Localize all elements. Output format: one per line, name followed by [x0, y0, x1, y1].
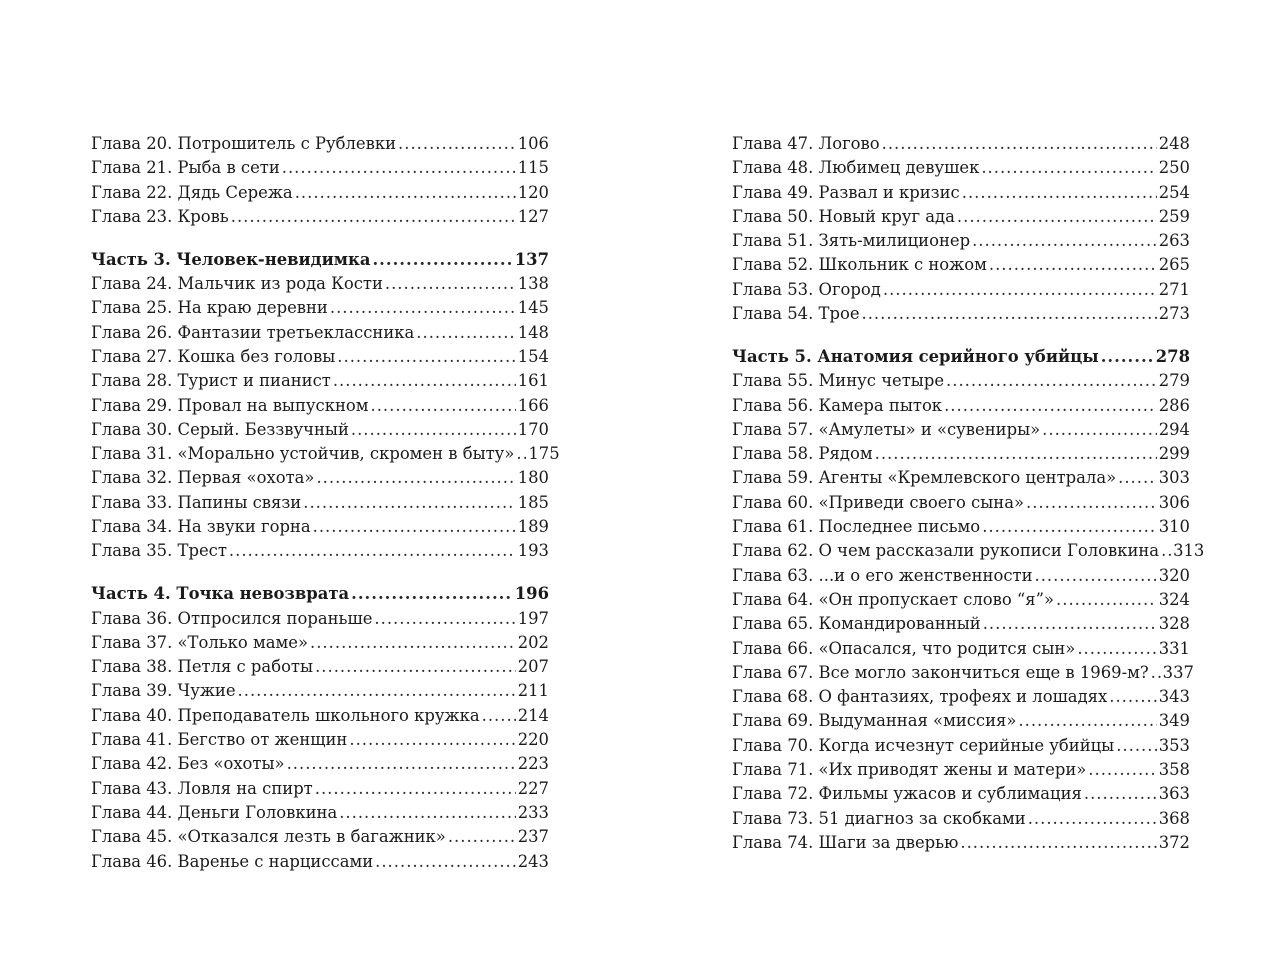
toc-entry-page-number: 294: [1158, 419, 1190, 439]
toc-part-heading: [91, 248, 549, 272]
toc-entry-title: Глава 55. Минус четыре: [732, 371, 945, 391]
toc-entry-page-number: 180: [517, 468, 549, 488]
dot-leader: [1109, 685, 1156, 709]
dot-leader: [330, 296, 516, 320]
toc-entry-page-number: 328: [1158, 614, 1190, 634]
dot-leader: [313, 515, 516, 539]
toc-entry-title: Глава 66. «Опасался, что родится сын»: [732, 638, 1076, 658]
toc-entry-page-number: 193: [517, 541, 549, 561]
toc-entry-page-number: 223: [517, 754, 549, 774]
toc-chapter-entry: [732, 612, 1190, 636]
toc-part-heading: [732, 345, 1190, 369]
toc-entry-page-number: 196: [514, 584, 549, 604]
toc-chapter-entry: [91, 181, 549, 205]
toc-entry-title: Глава 60. «Приведи своего сына»: [732, 492, 1025, 512]
dot-leader: [398, 132, 516, 156]
toc-entry-title: Глава 42. Без «охоты»: [91, 754, 285, 774]
toc-entry-title: Глава 59. Агенты «Кремлевского централа»: [732, 468, 1117, 488]
toc-chapter-entry: [732, 807, 1190, 831]
toc-chapter-entry: [732, 661, 1194, 685]
dot-leader: [957, 205, 1157, 229]
toc-entry-title: Глава 67. Все могло закончиться еще в 1969-м?: [732, 662, 1149, 682]
toc-entry-page-number: 299: [1158, 444, 1190, 464]
toc-entry-title: Глава 52. Школьник с ножом: [732, 255, 987, 275]
toc-entry-title: Глава 33. Папины связи: [91, 492, 302, 512]
toc-chapter-entry: [91, 850, 549, 874]
toc-entry-page-number: 263: [1158, 231, 1190, 251]
toc-chapter-entry: [732, 369, 1190, 393]
toc-chapter-entry: [732, 466, 1190, 490]
toc-entry-page-number: 320: [1158, 565, 1190, 585]
toc-entry-title: Глава 38. Петля с работы: [91, 657, 314, 677]
toc-entry-page-number: 154: [517, 346, 549, 366]
dot-leader: [339, 801, 515, 825]
toc-entry-page-number: 211: [517, 681, 549, 701]
dot-leader: [1161, 539, 1171, 563]
toc-entry-page-number: 185: [517, 492, 549, 512]
toc-chapter-entry: [732, 205, 1190, 229]
dot-leader: [983, 612, 1157, 636]
dot-leader: [1084, 782, 1157, 806]
toc-entry-title: Глава 46. Варенье с нарциссами: [91, 851, 374, 871]
toc-chapter-entry: [91, 345, 549, 369]
toc-entry-page-number: 278: [1155, 346, 1190, 366]
toc-entry-title: Глава 41. Бегство от женщин: [91, 730, 348, 750]
toc-right-column: [732, 132, 1205, 855]
toc-entry-title: Глава 32. Первая «охота»: [91, 468, 315, 488]
toc-entry-page-number: 227: [517, 778, 549, 798]
toc-entry-page-number: 161: [517, 371, 549, 391]
toc-entry-title: Глава 73. 51 диагноз за скобками: [732, 808, 1026, 828]
dot-leader: [372, 248, 512, 272]
toc-entry-page-number: 303: [1158, 468, 1190, 488]
toc-entry-title: Глава 64. «Он пропускает слово “я”»: [732, 589, 1055, 609]
dot-leader: [982, 515, 1157, 539]
toc-chapter-entry: [732, 758, 1190, 782]
dot-leader: [315, 777, 516, 801]
toc-entry-title: Глава 53. Огород: [732, 279, 881, 299]
dot-leader: [316, 466, 515, 490]
toc-entry-title: Глава 51. Зять-милиционер: [732, 231, 971, 251]
toc-entry-title: Глава 54. Трое: [732, 304, 860, 324]
toc-entry-page-number: 353: [1158, 735, 1190, 755]
toc-entry-page-number: 363: [1158, 784, 1190, 804]
toc-entry-page-number: 170: [517, 419, 549, 439]
toc-entry-page-number: 349: [1158, 711, 1190, 731]
toc-entry-title: Глава 50. Новый круг ада: [732, 206, 955, 226]
dot-leader: [1101, 345, 1154, 369]
toc-entry-page-number: 358: [1158, 760, 1190, 780]
dot-leader: [315, 655, 516, 679]
toc-entry-title: Часть 4. Точка невозврата: [91, 584, 350, 604]
dot-leader: [349, 728, 515, 752]
dot-leader: [516, 442, 526, 466]
dot-leader: [944, 394, 1157, 418]
toc-chapter-entry: [91, 369, 549, 393]
toc-chapter-entry: [91, 679, 549, 703]
toc-entry-page-number: 138: [517, 274, 549, 294]
toc-entry-title: Часть 5. Анатомия серийного убийцы: [732, 346, 1099, 366]
toc-chapter-entry: [732, 394, 1190, 418]
dot-leader: [1035, 564, 1157, 588]
toc-entry-page-number: 106: [517, 134, 549, 153]
toc-entry-page-number: 273: [1158, 304, 1190, 324]
dot-leader: [310, 631, 516, 655]
dot-leader: [337, 345, 515, 369]
toc-entry-title: Глава 45. «Отказался лезть в багажник»: [91, 827, 446, 847]
dot-leader: [1118, 466, 1157, 490]
toc-chapter-entry: [732, 515, 1190, 539]
dot-leader: [862, 302, 1157, 326]
dot-leader: [295, 181, 516, 205]
toc-chapter-entry: [91, 394, 549, 418]
toc-entry-page-number: 310: [1158, 517, 1190, 537]
toc-entry-page-number: 271: [1158, 279, 1190, 299]
dot-leader: [1028, 807, 1157, 831]
toc-entry-title: Глава 70. Когда исчезнут серийные убийцы: [732, 735, 1115, 755]
toc-chapter-entry: [732, 156, 1190, 180]
toc-chapter-entry: [91, 631, 549, 655]
toc-chapter-entry: [91, 655, 549, 679]
dot-leader: [946, 369, 1157, 393]
toc-chapter-entry: [732, 734, 1190, 758]
toc-chapter-entry: [732, 181, 1190, 205]
dot-leader: [374, 607, 515, 631]
toc-chapter-entry: [732, 229, 1190, 253]
dot-leader: [1116, 734, 1156, 758]
toc-chapter-entry: [91, 296, 549, 320]
dot-leader: [351, 582, 513, 606]
toc-entry-title: Глава 72. Фильмы ужасов и сублимация: [732, 784, 1082, 804]
toc-entry-title: Глава 74. Шаги за дверью: [732, 832, 959, 852]
toc-entry-page-number: 175: [528, 444, 560, 464]
toc-entry-title: Глава 65. Командированный: [732, 614, 981, 634]
toc-entry-title: Глава 29. Провал на выпускном: [91, 395, 369, 415]
toc-entry-title: Глава 36. Отпросился пораньше: [91, 608, 373, 628]
dot-leader: [882, 132, 1157, 156]
toc-entry-page-number: 120: [517, 182, 549, 202]
toc-entry-title: Глава 71. «Их приводят жены и матери»: [732, 760, 1087, 780]
toc-entry-title: Глава 49. Развал и кризис: [732, 182, 960, 202]
toc-entry-title: Глава 48. Любимец девушек: [732, 158, 980, 178]
toc-chapter-entry: [91, 777, 549, 801]
dot-leader: [981, 156, 1156, 180]
toc-chapter-entry: [732, 564, 1190, 588]
toc-entry-page-number: 189: [517, 517, 549, 537]
toc-chapter-entry: [732, 132, 1190, 156]
toc-chapter-entry: [732, 782, 1190, 806]
dot-leader: [1018, 709, 1156, 733]
dot-leader: [1026, 491, 1157, 515]
toc-chapter-entry: [732, 442, 1190, 466]
toc-chapter-entry: [91, 466, 549, 490]
toc-entry-title: Глава 20. Потрошитель с Рублевки: [91, 134, 397, 153]
toc-entry-page-number: 250: [1158, 158, 1190, 178]
toc-entry-title: Глава 68. О фантазиях, трофеях и лошадях: [732, 687, 1108, 707]
toc-entry-page-number: 207: [517, 657, 549, 677]
dot-leader: [287, 752, 516, 776]
toc-entry-page-number: 243: [517, 851, 549, 871]
toc-entry-page-number: 337: [1162, 662, 1194, 682]
toc-entry-page-number: 286: [1158, 395, 1190, 415]
toc-entry-page-number: 148: [517, 322, 549, 342]
toc-chapter-entry: [732, 709, 1190, 733]
toc-entry-page-number: 306: [1158, 492, 1190, 512]
toc-entry-page-number: 220: [517, 730, 549, 750]
toc-chapter-entry: [732, 831, 1190, 855]
toc-chapter-entry: [91, 801, 549, 825]
toc-part-heading: [91, 582, 549, 606]
toc-chapter-entry: [91, 272, 549, 296]
toc-chapter-entry: [91, 539, 549, 563]
toc-chapter-entry: [732, 637, 1190, 661]
dot-leader: [1056, 588, 1157, 612]
toc-chapter-entry: [732, 685, 1190, 709]
dot-leader: [229, 539, 516, 563]
toc-entry-title: Глава 30. Серый. Беззвучный: [91, 419, 349, 439]
toc-entry-title: Глава 58. Рядом: [732, 444, 873, 464]
toc-entry-title: Глава 27. Кошка без головы: [91, 346, 336, 366]
toc-entry-title: Глава 56. Камера пыток: [732, 395, 943, 415]
toc-entry-title: Глава 35. Трест: [91, 541, 227, 561]
toc-entry-title: Глава 47. Логово: [732, 134, 880, 153]
dot-leader: [875, 442, 1157, 466]
dot-leader: [1151, 661, 1161, 685]
toc-entry-title: Глава 40. Преподаватель школьного кружка: [91, 705, 480, 725]
dot-leader: [371, 394, 516, 418]
dot-leader: [333, 369, 516, 393]
toc-entry-page-number: 368: [1158, 808, 1190, 828]
toc-entry-title: Глава 24. Мальчик из рода Кости: [91, 274, 383, 294]
dot-leader: [883, 278, 1157, 302]
toc-entry-page-number: 197: [517, 608, 549, 628]
toc-chapter-entry: [91, 156, 549, 180]
toc-entry-title: Глава 61. Последнее письмо: [732, 517, 981, 537]
toc-entry-title: Глава 37. «Только маме»: [91, 632, 309, 652]
toc-chapter-entry: [91, 515, 549, 539]
toc-entry-page-number: 372: [1158, 832, 1190, 852]
toc-entry-title: Глава 21. Рыба в сети: [91, 158, 280, 178]
toc-chapter-entry: [91, 418, 549, 442]
toc-chapter-entry: [91, 825, 549, 849]
dot-leader: [416, 321, 515, 345]
dot-leader: [231, 205, 516, 229]
toc-entry-title: Глава 22. Дядь Сережа: [91, 182, 293, 202]
toc-chapter-entry: [732, 588, 1190, 612]
toc-entry-title: Глава 34. На звуки горна: [91, 517, 311, 537]
toc-entry-page-number: 313: [1173, 541, 1205, 561]
toc-entry-page-number: 343: [1158, 687, 1190, 707]
toc-entry-title: Глава 69. Выдуманная «миссия»: [732, 711, 1017, 731]
toc-chapter-entry: [732, 491, 1190, 515]
toc-chapter-entry: [91, 205, 549, 229]
dot-leader: [303, 491, 515, 515]
dot-leader: [448, 825, 516, 849]
toc-entry-title: Глава 43. Ловля на спирт: [91, 778, 313, 798]
dot-leader: [972, 229, 1157, 253]
toc-entry-title: Глава 44. Деньги Головкина: [91, 802, 338, 822]
dot-leader: [351, 418, 516, 442]
toc-entry-title: Глава 28. Турист и пианист: [91, 371, 331, 391]
toc-chapter-entry: [732, 539, 1205, 563]
toc-chapter-entry: [91, 491, 549, 515]
toc-entry-page-number: 137: [514, 249, 549, 269]
toc-entry-page-number: 265: [1158, 255, 1190, 275]
toc-entry-page-number: 237: [517, 827, 549, 847]
toc-entry-page-number: 115: [517, 158, 549, 178]
toc-entry-page-number: 248: [1158, 134, 1190, 153]
toc-left-column: [91, 132, 560, 874]
toc-chapter-entry: [732, 302, 1190, 326]
toc-entry-page-number: 279: [1158, 371, 1190, 391]
dot-leader: [1088, 758, 1156, 782]
toc-entry-page-number: 324: [1158, 589, 1190, 609]
toc-entry-page-number: 233: [517, 802, 549, 822]
toc-chapter-entry: [732, 418, 1190, 442]
toc-entry-page-number: 254: [1158, 182, 1190, 202]
toc-entry-page-number: 145: [517, 298, 549, 318]
toc-entry-page-number: 127: [517, 206, 549, 226]
dot-leader: [989, 253, 1157, 277]
toc-entry-page-number: 214: [517, 705, 549, 725]
toc-entry-title: Глава 62. О чем рассказали рукописи Головкина: [732, 541, 1160, 561]
dot-leader: [238, 679, 516, 703]
toc-chapter-entry: [91, 442, 560, 466]
toc-entry-title: Глава 26. Фантазии третьеклассника: [91, 322, 415, 342]
toc-chapter-entry: [91, 607, 549, 631]
toc-chapter-entry: [91, 132, 549, 156]
toc-entry-title: Глава 23. Кровь: [91, 206, 229, 226]
toc-entry-title: Глава 25. На краю деревни: [91, 298, 328, 318]
toc-entry-page-number: 166: [517, 395, 549, 415]
dot-leader: [385, 272, 516, 296]
toc-chapter-entry: [732, 278, 1190, 302]
toc-chapter-entry: [91, 728, 549, 752]
dot-leader: [1077, 637, 1156, 661]
toc-chapter-entry: [91, 704, 549, 728]
toc-entry-title: Глава 63. ...и о его женственности: [732, 565, 1033, 585]
toc-chapter-entry: [91, 321, 549, 345]
dot-leader: [960, 831, 1156, 855]
dot-leader: [1042, 418, 1157, 442]
dot-leader: [375, 850, 516, 874]
dot-leader: [282, 156, 516, 180]
toc-entry-title: Глава 57. «Амулеты» и «сувениры»: [732, 419, 1041, 439]
toc-entry-page-number: 331: [1158, 638, 1190, 658]
toc-entry-page-number: 259: [1158, 206, 1190, 226]
toc-entry-title: Глава 39. Чужие: [91, 681, 236, 701]
toc-entry-title: Глава 31. «Морально устойчив, скромен в быту»: [91, 444, 515, 464]
toc-chapter-entry: [732, 253, 1190, 277]
toc-entry-title: Часть 3. Человек-невидимка: [91, 249, 371, 269]
dot-leader: [482, 704, 516, 728]
toc-chapter-entry: [91, 752, 549, 776]
toc-entry-page-number: 202: [517, 632, 549, 652]
dot-leader: [962, 181, 1157, 205]
